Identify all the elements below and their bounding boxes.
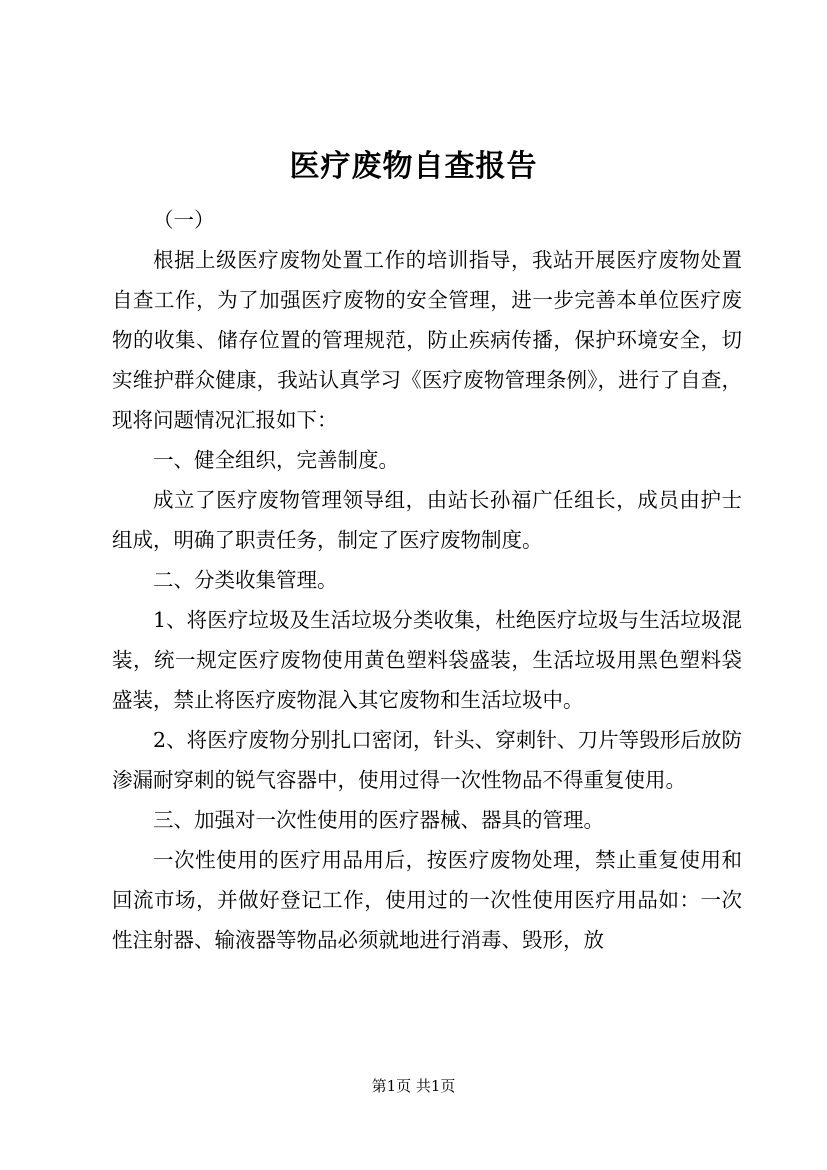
document-body [112, 200, 742, 960]
heading-1: 一、健全组织，完善制度。 [153, 448, 399, 472]
paragraph-item-2: 2、将医疗废物分别扎口密闭，针头、穿刺针、刀片等毁形后放防渗漏耐穿刺的锐气容器中，使用过得一次性物品不得重复使用。 [112, 728, 742, 792]
section-number: （一） [153, 208, 215, 232]
page-footer: 第1页 共1页 [371, 1077, 456, 1095]
paragraph-item-1: 1、将医疗垃圾及生活垃圾分类收集，杜绝医疗垃圾与生活垃圾混装，统一规定医疗废物使用黄色塑料袋盛装，生活垃圾用黑色塑料袋盛装，禁止将医疗废物混入其它废物和生活垃圾中。 [112, 608, 742, 712]
heading-2: 二、分类收集管理。 [153, 568, 338, 592]
document-title: 医疗废物自查报告 [289, 149, 538, 184]
intro-paragraph: 根据上级医疗废物处置工作的培训指导，我站开展医疗废物处置自查工作，为了加强医疗废物的安全管理，进一步完善本单位医疗废物的收集、储存位置的管理规范，防止疾病传播，保护环境安全，切实维护群众健康，我站认真学习《医疗废物管理条例》，进行了自查，现将问题情况汇报如下： [112, 248, 742, 432]
heading-3: 三、加强对一次性使用的医疗器械、器具的管理。 [153, 808, 604, 832]
paragraph-disposable: 一次性使用的医疗用品用后，按医疗废物处理，禁止重复使用和回流市场，并做好登记工作，使用过的一次性使用医疗用品如：一次性注射器、输液器等物品必须就地进行消毒、毁形，放 [112, 848, 742, 952]
paragraph-organization: 成立了医疗废物管理领导组，由站长孙福广任组长，成员由护士组成，明确了职责任务，制定了医疗废物制度。 [112, 488, 742, 552]
